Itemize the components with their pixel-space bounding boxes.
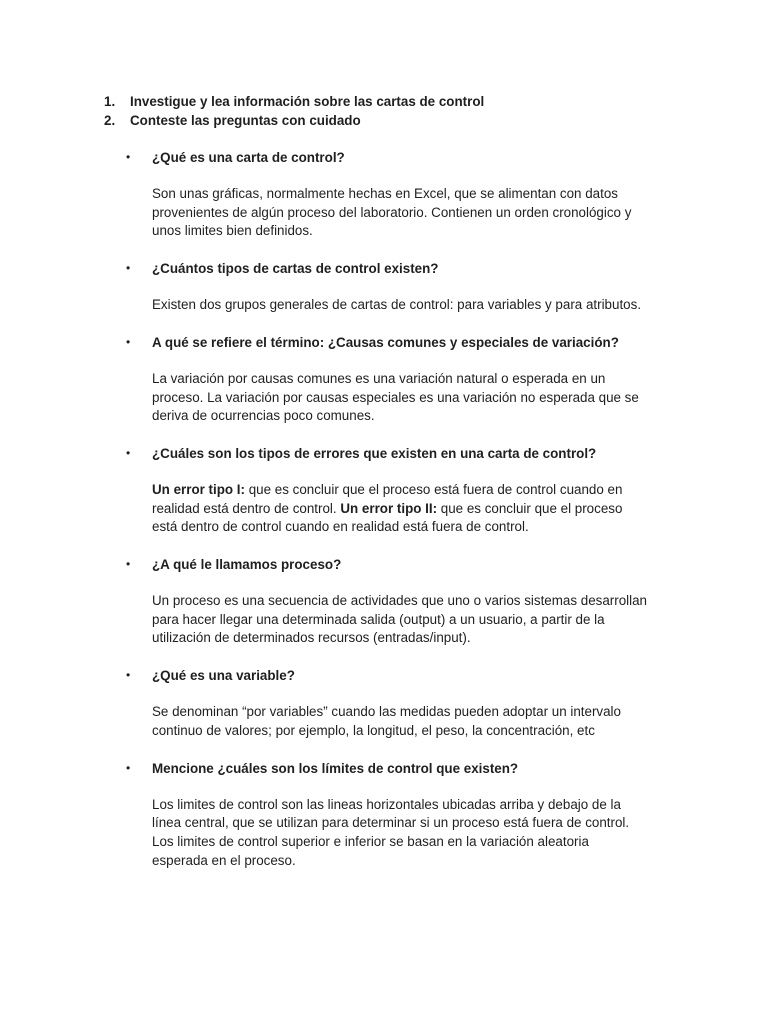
bullet-icon: • xyxy=(126,557,131,572)
question-item xyxy=(126,759,656,871)
question-text: Mencione ¿cuáles son los límites de control que existen? xyxy=(152,760,519,776)
answer-text xyxy=(152,703,662,740)
questions-list xyxy=(126,148,656,870)
bullet-icon: • xyxy=(126,445,131,460)
question-text: ¿Qué es una variable? xyxy=(152,668,295,684)
question-item xyxy=(126,666,656,758)
error-type1-text: que es concluir que el proceso está fuera de control cuando en xyxy=(245,481,623,497)
question-text: ¿A qué le llamamos proceso? xyxy=(152,557,342,573)
error-type2-text: que es concluir que el proceso xyxy=(437,500,623,516)
question-text: ¿Qué es una carta de control? xyxy=(152,150,345,165)
answer-text xyxy=(152,185,662,241)
instruction-text: Conteste las preguntas con cuidado xyxy=(130,113,361,128)
answer-line xyxy=(152,500,662,519)
answer-line: provenientes de algún proceso del laboratorio. Contienen un orden cronológico y xyxy=(152,204,632,220)
answer-line: Existen dos grupos generales de cartas de control: para variables y para atributos. xyxy=(152,297,642,313)
answer-line: para hacer llegar una determinada salida (output) a un usuario, a partir de la xyxy=(152,611,605,627)
answer-text xyxy=(152,296,662,315)
answer-line: deriva de ocurrencias poco comunes. xyxy=(152,408,375,424)
answer-line: línea central, que se utilizan para determinar si un proceso está fuera de control. xyxy=(152,815,630,831)
question-item xyxy=(126,148,656,259)
answer-text xyxy=(152,370,662,426)
bullet-icon: • xyxy=(126,668,131,683)
answer-line: unos limites bien definidos. xyxy=(152,223,313,239)
instructions-list xyxy=(104,92,484,130)
bullet-icon: • xyxy=(126,334,131,349)
question-text: A qué se refiere el término: ¿Causas comunes y especiales de variación? xyxy=(152,334,619,350)
bullet-icon: • xyxy=(126,261,131,276)
instruction-item xyxy=(104,111,484,130)
question-text: ¿Cuáles son los tipos de errores que existen en una carta de control? xyxy=(152,445,597,461)
question-item xyxy=(126,333,656,444)
answer-line: La variación por causas comunes es una variación natural o esperada en un xyxy=(152,370,606,386)
error-type2-label: Un error tipo II: xyxy=(340,500,438,516)
answer-line: Se denominan “por variables” cuando las medidas pueden adoptar un intervalo xyxy=(152,704,621,720)
instruction-number: 1. xyxy=(104,94,116,109)
instruction-number: 2. xyxy=(104,113,116,128)
answer-line: Son unas gráficas, normalmente hechas en Excel, que se alimentan con datos xyxy=(152,186,618,201)
answer-line: está dentro de control cuando en realidad está fuera de control. xyxy=(152,519,529,535)
answer-line: esperada en el proceso. xyxy=(152,852,296,868)
answer-text xyxy=(152,592,662,648)
answer-text xyxy=(152,481,662,537)
answer-line: proceso. La variación por causas especiales es una variación no esperada que se xyxy=(152,389,639,405)
question-item xyxy=(126,444,656,555)
instruction-item xyxy=(104,92,484,111)
bullet-icon: • xyxy=(126,760,131,775)
question-item xyxy=(126,555,656,666)
answer-line: Los limites de control son las lineas horizontales ubicadas arriba y debajo de la xyxy=(152,796,621,812)
answer-line: Un proceso es una secuencia de actividades que uno o varios sistemas desarrollan xyxy=(152,593,647,609)
answer-line: utilización de determinados recursos (entradas/input). xyxy=(152,630,471,646)
answer-text xyxy=(152,796,662,871)
error-type1-text: realidad está dentro de control. xyxy=(152,500,341,516)
error-type1-label: Un error tipo I: xyxy=(152,481,245,497)
bullet-icon: • xyxy=(126,150,131,164)
question-item xyxy=(126,259,656,333)
answer-line xyxy=(152,481,662,500)
question-text: ¿Cuántos tipos de cartas de control existen? xyxy=(152,261,439,277)
instruction-text: Investigue y lea información sobre las cartas de control xyxy=(130,94,485,109)
answer-line: continuo de valores; por ejemplo, la longitud, el peso, la concentración, etc xyxy=(152,722,595,738)
answer-line: Los limites de control superior e inferior se basan en la variación aleatoria xyxy=(152,833,589,849)
